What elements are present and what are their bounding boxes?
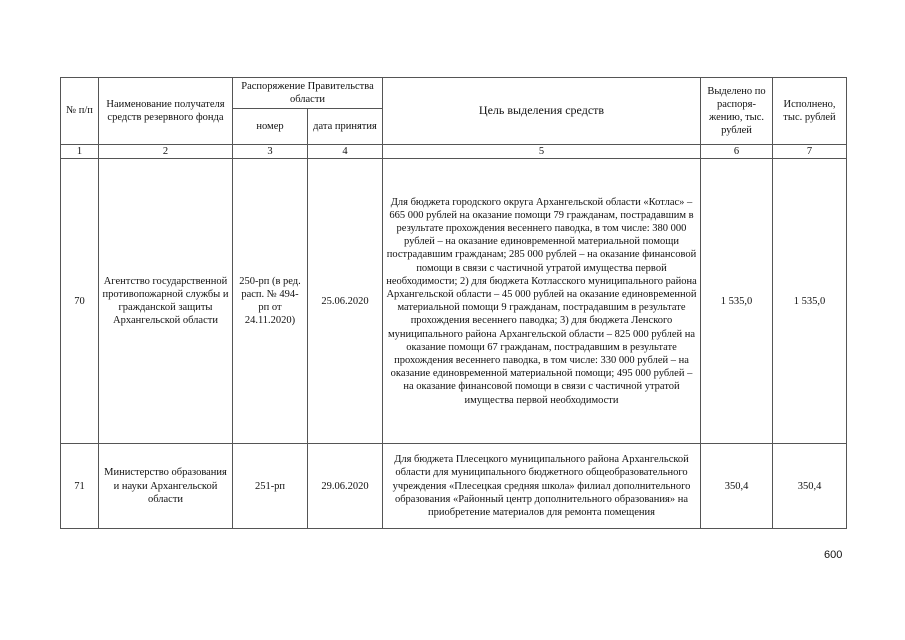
page-number: 600	[824, 549, 843, 561]
header-order-date: дата принятия	[308, 109, 383, 145]
column-number: 6	[701, 145, 773, 159]
column-number: 3	[233, 145, 308, 159]
order-date-cell: 29.06.2020	[308, 444, 383, 529]
header-row-1	[61, 78, 847, 109]
header-executed: Исполнено, тыс. рублей	[773, 78, 847, 145]
header-order-number: номер	[233, 109, 308, 145]
row-number: 71	[61, 444, 99, 529]
executed-cell: 350,4	[773, 444, 847, 529]
header-order-group: Распоряжение Правительства области	[233, 78, 383, 109]
column-number: 4	[308, 145, 383, 159]
reserve-fund-table	[60, 77, 847, 529]
order-number-cell: 250-рп (в ред. расп. № 494-рп от 24.11.2020)	[233, 159, 308, 444]
table-row	[61, 444, 847, 529]
column-number: 1	[61, 145, 99, 159]
header-allocated: Выделено по распоря-жению, тыс. рублей	[701, 78, 773, 145]
executed-cell: 1 535,0	[773, 159, 847, 444]
purpose-cell: Для бюджета Плесецкого муниципального района Архангельской области для муниципального бюджетного общеобразовательного учреждения «Плесецкая средняя школа» филиал дополнительного образования «Районный центр дополнительного образования» на приобретение материалов для ремонта помещения	[383, 444, 701, 529]
recipient-cell: Агентство государственной противопожарной службы и гражданской защиты Архангельской области	[99, 159, 233, 444]
recipient-cell: Министерство образования и науки Архангельской области	[99, 444, 233, 529]
allocated-cell: 350,4	[701, 444, 773, 529]
column-number: 2	[99, 145, 233, 159]
column-number: 5	[383, 145, 701, 159]
table-row	[61, 159, 847, 444]
column-number: 7	[773, 145, 847, 159]
allocated-cell: 1 535,0	[701, 159, 773, 444]
header-number: № п/п	[61, 78, 99, 145]
header-purpose: Цель выделения средств	[383, 78, 701, 145]
header-recipient: Наименование получателя средств резервного фонда	[99, 78, 233, 145]
order-number-cell: 251-рп	[233, 444, 308, 529]
row-number: 70	[61, 159, 99, 444]
order-date-cell: 25.06.2020	[308, 159, 383, 444]
column-numbers-row	[61, 145, 847, 159]
purpose-cell: Для бюджета городского округа Архангельской области «Котлас» –665 000 рублей на оказание помощи 79 гражданам, пострадавшим в результате прохождения весеннего паводка, в том числе: 380 000 рублей – на оказание единовременной материальной помощи пострадавшим гражданам; 285 000 рублей – на оказание финансовой помощи в связи с частичной утратой имущества первой необходимости; 2) для бюджета Котласского муниципального района Архангельской области – 45 000 рублей на оказание единовременной материальной помощи 9 гражданам, пострадавшим в результате прохождения весеннего паводка; 3) для бюджета Ленского муниципального района Архангельской области – 825 000 рублей на оказание помощи 67 гражданам, пострадавшим в результате прохождения весеннего паводка, в том числе: 330 000 рублей – на оказание единовременной материальной помощи; 495 000 рублей – на оказание финансовой помощи в связи с частичной утратой имущества первой необходимости	[383, 159, 701, 444]
